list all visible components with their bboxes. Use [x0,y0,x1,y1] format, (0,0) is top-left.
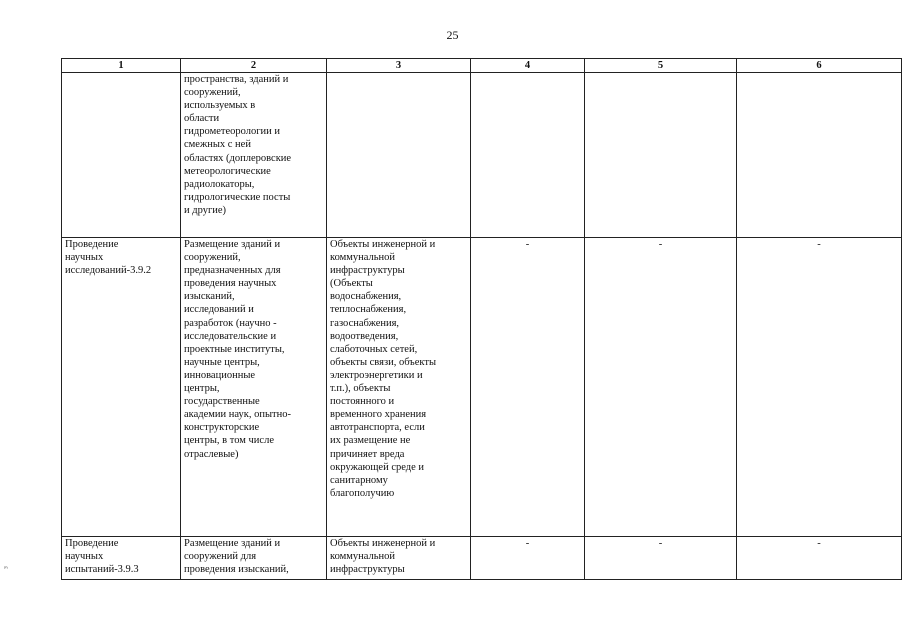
cell-col5: - [585,238,737,537]
cell-description: пространства, зданий и сооружений, используемых в области гидрометеорологии и смежных с ней областях (доплеровские метеорологические радиолокаторы, гидрологические посты и другие) [181,73,327,238]
cell-col5 [585,73,737,238]
column-header-2: 2 [181,59,327,73]
cell-use-type: Проведение научных исследований-3.9.2 [62,238,181,537]
cell-description: Размещение зданий и сооружений, предназначенных для проведения научных изысканий, исследований и разработок (научно - исследовательские и проектные институты, научные центры, инновационные центры, государственные академии наук, опытно- конструкторские центры, в том числе отраслевые) [181,238,327,537]
cell-col6 [737,73,902,238]
column-header-4: 4 [471,59,585,73]
table-row [62,238,902,537]
table-header-row [62,59,902,73]
cell-col4: - [471,238,585,537]
cell-auxiliary-objects: Объекты инженерной и коммунальной инфраструктуры [327,537,471,580]
column-header-6: 6 [737,59,902,73]
cell-col5: - [585,537,737,580]
cell-auxiliary-objects: Объекты инженерной и коммунальной инфраструктуры (Объекты водоснабжения, теплоснабжения, газоснабжения, водоотведения, слаботочных сетей, объекты связи, объекты электроэнергетики и т.п.), объекты постоянного и временного хранения автотранспорта, если их размещение не причиняет вреда окружающей среде и санитарному благополучию [327,238,471,537]
cell-col6: - [737,238,902,537]
margin-mark: ε [2,566,9,570]
cell-description: Размещение зданий и сооружений для проведения изысканий, [181,537,327,580]
cell-col4: - [471,537,585,580]
page-number: 25 [446,28,459,42]
cell-auxiliary-objects [327,73,471,238]
column-header-5: 5 [585,59,737,73]
table-row [62,537,902,580]
cell-col6: - [737,537,902,580]
cell-col4 [471,73,585,238]
column-header-1: 1 [62,59,181,73]
column-header-3: 3 [327,59,471,73]
table-row [62,73,902,238]
cell-use-type [62,73,181,238]
land-use-table [61,58,902,580]
cell-use-type: Проведение научных испытаний-3.9.3 [62,537,181,580]
